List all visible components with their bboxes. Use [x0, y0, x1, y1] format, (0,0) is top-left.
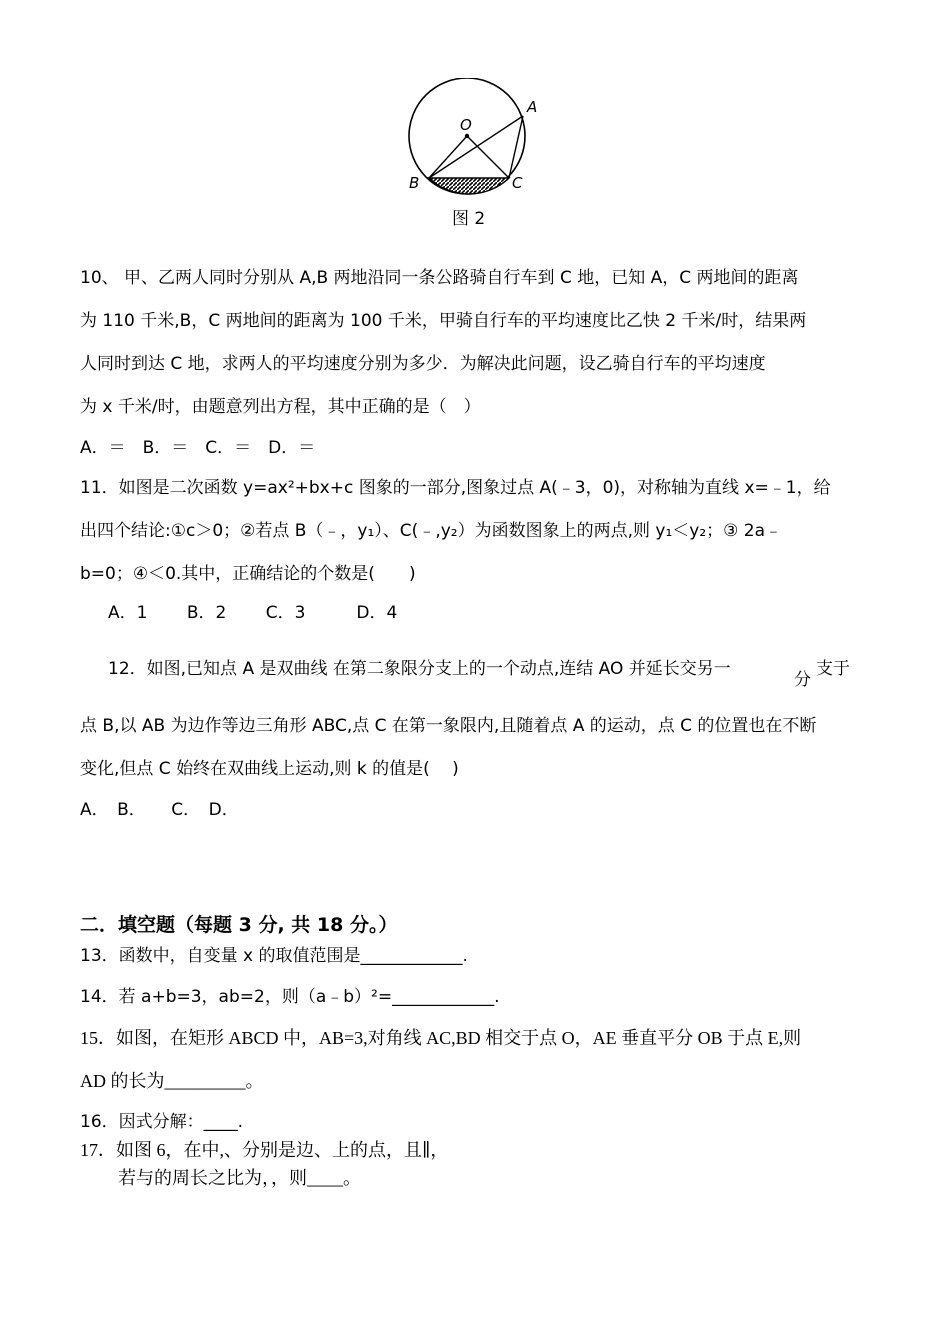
label-c: C: [512, 174, 523, 192]
q10-options: A．＝ B．＝ C．＝ D．＝: [80, 438, 316, 458]
label-b: B: [409, 174, 420, 192]
q12-line2: 点 B,以 AB 为边作等边三角形 ABC,点 C 在第一象限内,且随着点 A 的运动，点 C 的位置也在不断: [80, 716, 817, 736]
q11-line2: 出四个结论:①c＞0；②若点 B（﹣，y₁）、C(﹣,y₂）为函数图象上的两点,则 y₁＜y₂；③ 2a﹣: [80, 521, 783, 541]
q10-line2: 为 110 千米,B，C 两地间的距离为 100 千米，甲骑自行车的平均速度比乙快 2 千米/时，结果两: [80, 311, 807, 331]
q12-line1: 12．如图,已知点 A 是双曲线 在第二象限分支上的一个动点,连结 AO 并延长交另一: [108, 659, 731, 679]
label-o: O: [460, 116, 472, 134]
q11-line1: 11．如图是二次函数 y=ax²+bx+c 图象的一部分,图象过点 A(﹣3，0)，对称轴为直线 x=﹣1，给: [80, 478, 831, 498]
q15-line1: 15．如图，在矩形 ABCD 中，AB=3,对角线 AC,BD 相交于点 O，AE 垂直平分 OB 于点 E,则: [80, 1028, 802, 1048]
q14: 14．若 a+b=3，ab=2，则（a﹣b）²=____________.: [80, 987, 500, 1007]
q12-line1-tail: 支于: [816, 659, 850, 679]
q15-line2: AD 的长为_________。: [80, 1071, 264, 1091]
q10-line1: 10、 甲、乙两人同时分别从 A,B 两地沿同一条公路骑自行车到 C 地，已知 A，C 两地间的距离: [80, 268, 799, 288]
q10-line3: 人同时到达 C 地，求两人的平均速度分别为多少．为解决此问题，设乙骑自行车的平均速度: [80, 354, 766, 374]
q12-options: A． B． C． D．: [80, 800, 239, 820]
section-title: 二．填空题（每题 3 分, 共 18 分。）: [80, 914, 398, 936]
q16: 16．因式分解：____.: [80, 1112, 244, 1132]
q10-line4: 为 x 千米/时，由题意列出方程，其中正确的是（ ）: [80, 397, 481, 417]
q12-fen: 分: [794, 670, 811, 690]
shaded-segment: [429, 178, 509, 194]
q17-line2: 若与的周长之比为，，则____。: [118, 1168, 361, 1188]
q17-line1: 17．如图 6，在中,、分别是边、上的点，且∥，: [80, 1140, 449, 1160]
q11-line3: b=0；④＜0.其中，正确结论的个数是( ): [80, 564, 416, 584]
q12-line3: 变化,但点 C 始终在双曲线上运动,则 k 的值是( ): [80, 759, 459, 779]
figure-caption: 图 2: [452, 209, 486, 229]
q11-options: A．1 B．2 C．3 D．4: [108, 603, 398, 623]
q13: 13．函数中，自变量 x 的取值范围是____________.: [80, 946, 468, 966]
label-a: A: [527, 98, 538, 116]
